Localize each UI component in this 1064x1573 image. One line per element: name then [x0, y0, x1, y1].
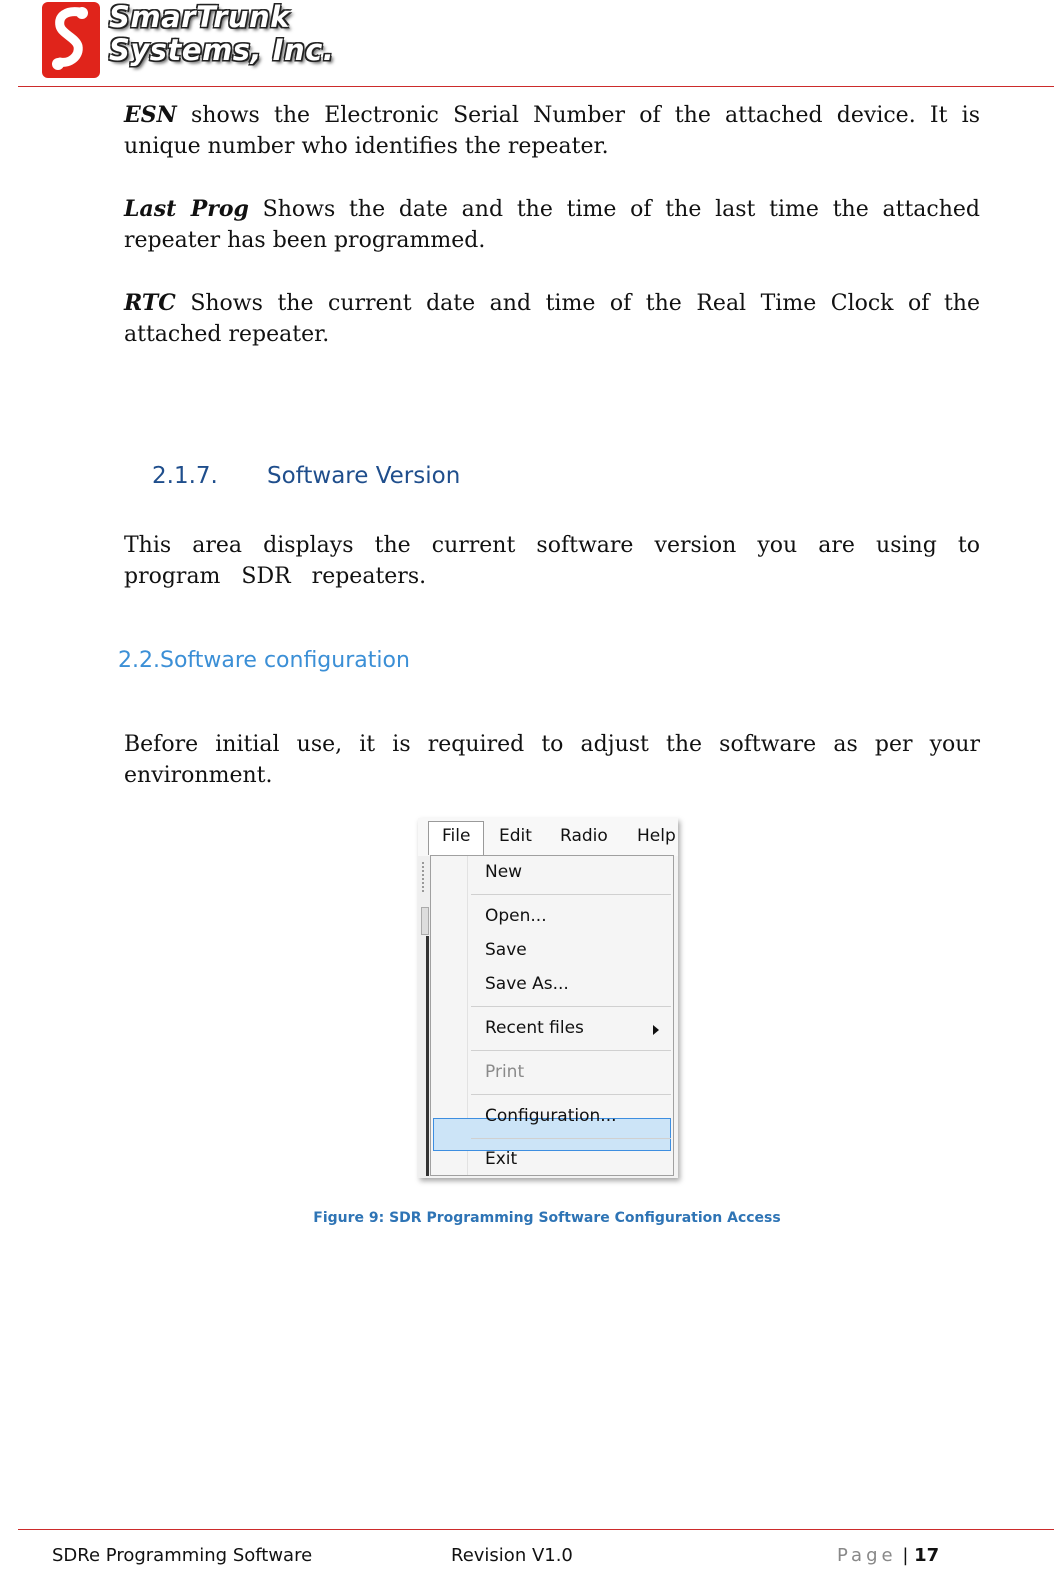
footer-separator: |	[902, 1545, 909, 1566]
esn-text: shows the Electronic Serial Number of the attached device. It is unique number who identifies the repeater.	[124, 103, 980, 159]
footer-page-label: Page	[837, 1545, 897, 1566]
menu-item-exit[interactable]: Exit	[485, 1149, 518, 1169]
menu-separator	[471, 1050, 671, 1051]
logo-line-1: SmarTrunk	[109, 0, 290, 34]
rtc-term: RTC	[124, 290, 176, 316]
footer-doc-title: SDRe Programming Software	[52, 1545, 313, 1566]
menu-separator	[471, 1006, 671, 1007]
last-prog-text: Shows the date and the time of the last time the attached repeater has been programmed.	[124, 197, 981, 253]
section-2-2-heading: 2.2.Software configuration	[118, 648, 410, 673]
menu-item-save-as[interactable]: Save As...	[485, 974, 569, 994]
menu-screenshot	[418, 818, 678, 1178]
toolbar-grip-icon	[422, 862, 426, 892]
footer-page	[837, 1545, 939, 1566]
smartrunk-logo-icon	[42, 2, 100, 78]
file-dropdown-menu	[430, 855, 674, 1176]
section-number: 2.1.7.	[152, 463, 218, 489]
menu-separator	[471, 894, 671, 895]
company-name	[109, 1, 334, 67]
esn-term: ESN	[124, 102, 177, 128]
menu-separator	[471, 1138, 671, 1139]
page-header	[0, 0, 1064, 87]
panel-edge	[421, 907, 429, 935]
submenu-arrow-icon	[652, 1024, 660, 1036]
menu-bar	[418, 818, 678, 856]
window-border	[426, 936, 429, 1176]
footer-divider	[18, 1529, 1054, 1530]
section-title: Software Version	[267, 463, 461, 489]
rtc-text: Shows the current date and time of the Real Time Clock of the attached repeater.	[124, 291, 980, 347]
menu-item-recent-files[interactable]: Recent files	[485, 1018, 584, 1038]
menu-separator	[471, 1094, 671, 1095]
menu-file[interactable]: File	[442, 826, 471, 846]
header-divider	[18, 86, 1054, 87]
logo-line-2: Systems, Inc.	[109, 33, 335, 67]
menu-item-configuration[interactable]: Configuration...	[485, 1106, 617, 1126]
last-prog-paragraph	[124, 194, 980, 256]
menu-item-new[interactable]: New	[485, 862, 523, 882]
footer-revision: Revision V1.0	[451, 1545, 573, 1566]
footer-page-number: 17	[914, 1545, 940, 1566]
last-prog-term: Last Prog	[124, 196, 249, 222]
menu-radio[interactable]: Radio	[560, 826, 608, 846]
menu-item-open[interactable]: Open...	[485, 906, 547, 926]
menu-edit[interactable]: Edit	[499, 826, 532, 846]
section-2-1-7-heading	[152, 463, 460, 489]
software-config-paragraph: Before initial use, it is required to adjust the software as per your environment.	[124, 732, 980, 788]
menu-help[interactable]: Help	[637, 826, 676, 846]
menu-item-save[interactable]: Save	[485, 940, 527, 960]
esn-paragraph	[124, 100, 980, 162]
figure-caption: Figure 9: SDR Programming Software Configuration Access	[313, 1210, 781, 1226]
software-version-paragraph: This area displays the current software version you are using to program SDR repeaters.	[124, 533, 980, 589]
menu-item-print: Print	[485, 1062, 525, 1082]
rtc-paragraph	[124, 288, 980, 350]
